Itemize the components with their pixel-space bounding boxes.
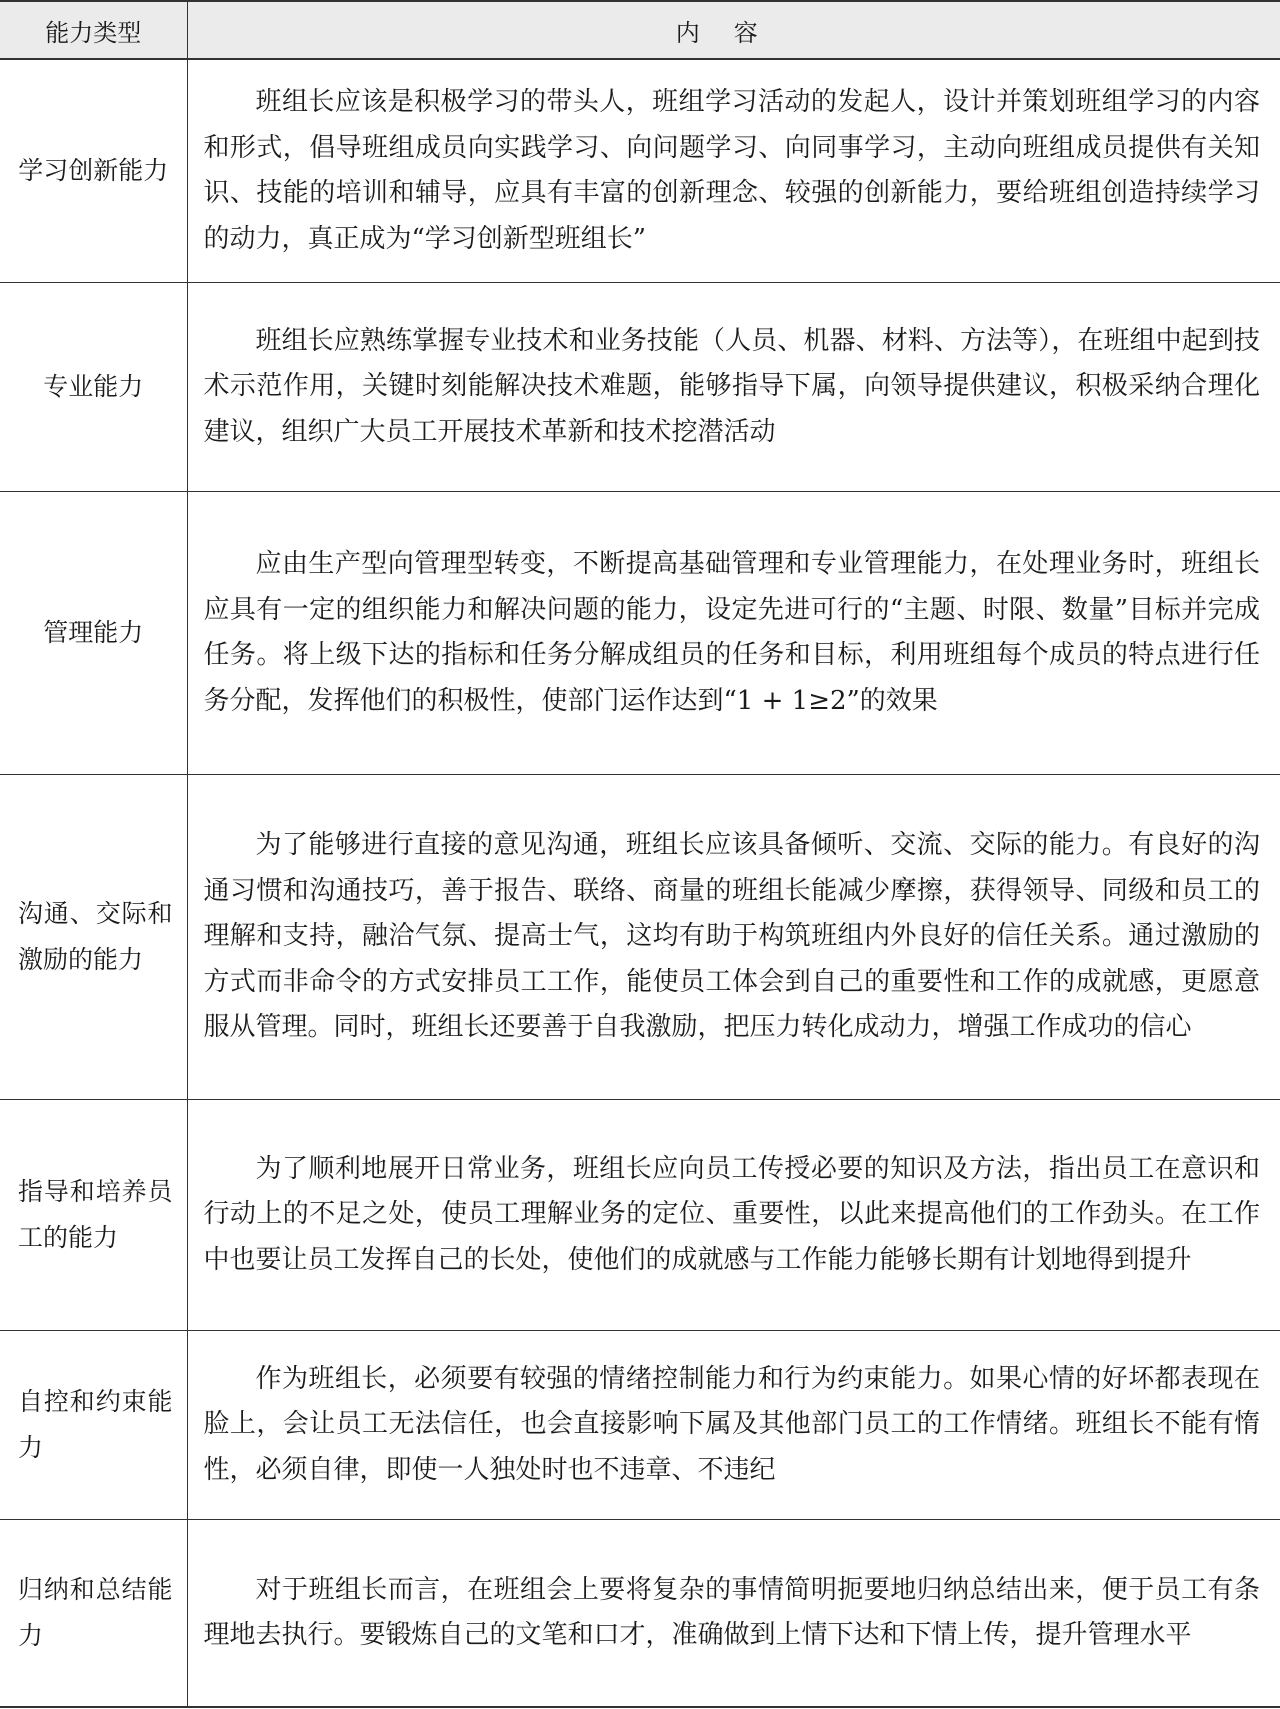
ability-content-text: 为了能够进行直接的意见沟通，班组长应该具备倾听、交流、交际的能力。有良好的沟通习惯和沟通技巧，善于报告、联络、商量的班组长能减少摩擦，获得领导、同级和员工的理解和支持，融洽气氛、提高士气，这均有助于构筑班组内外良好的信任关系。通过激励的方式而非命令的方式安排员工工作，能使员工体会到自己的重要性和工作的成就感，更愿意服从管理。同时，班组长还要善于自我激励，把压力转化成动力，增强工作成功的信心: [203, 830, 1260, 1043]
table-row: [0, 775, 1280, 1100]
ability-content-cell: [187, 283, 1280, 492]
header-content: 内容: [187, 1, 1280, 59]
ability-content-text: 班组长应熟练掌握专业技术和业务技能（人员、机器、材料、方法等），在班组中起到技术示范作用，关键时刻能解决技术难题，能够指导下属，向领导提供建议，积极采纳合理化建议，组织广大员工开展技术革新和技术挖潜活动: [203, 325, 1260, 447]
ability-content-cell: [187, 1520, 1280, 1708]
table-row: [0, 1100, 1280, 1331]
ability-content-cell: [187, 775, 1280, 1100]
ability-content-text: 应由生产型向管理型转变，不断提高基础管理和专业管理能力，在处理业务时，班组长应具有一定的组织能力和解决问题的能力，设定先进可行的“主题、时限、数量”目标并完成任务。将上级下达的指标和任务分解成组员的任务和目标，利用班组每个成员的特点进行任务分配，发挥他们的积极性，使部门运作达到“1 + 1≥2”的效果: [203, 549, 1260, 716]
header-ability-type: 能力类型: [0, 1, 187, 59]
ability-content-cell: [187, 1331, 1280, 1520]
table-body: [0, 59, 1280, 1707]
ability-content-text: 为了顺利地展开日常业务，班组长应向员工传授必要的知识及方法，指出员工在意识和行动上的不足之处，使员工理解业务的定位、重要性，以此来提高他们的工作劲头。在工作中也要让员工发挥自己的长处，使他们的成就感与工作能力能够长期有计划地得到提升: [203, 1153, 1260, 1275]
ability-content-cell: [187, 1100, 1280, 1331]
ability-type-cell: 专业能力: [0, 283, 187, 492]
ability-type-cell: 自控和约束能力: [0, 1331, 187, 1520]
ability-content-cell: [187, 492, 1280, 775]
ability-content-text: 作为班组长，必须要有较强的情绪控制能力和行为约束能力。如果心情的好坏都表现在脸上，会让员工无法信任，也会直接影响下属及其他部门员工的工作情绪。班组长不能有惰性，必须自律，即使一人独处时也不违章、不违纪: [203, 1363, 1260, 1485]
table-row: [0, 59, 1280, 283]
table-row: [0, 492, 1280, 775]
ability-content-text: 对于班组长而言，在班组会上要将复杂的事情简明扼要地归纳总结出来，便于员工有条理地去执行。要锻炼自己的文笔和口才，准确做到上情下达和下情上传，提升管理水平: [203, 1574, 1260, 1650]
ability-type-cell: 归纳和总结能力: [0, 1520, 187, 1708]
table-row: [0, 1331, 1280, 1520]
ability-content-cell: [187, 59, 1280, 283]
ability-type-cell: 学习创新能力: [0, 59, 187, 283]
ability-type-cell: 管理能力: [0, 492, 187, 775]
table-row: [0, 283, 1280, 492]
header-row: [0, 1, 1280, 59]
table-row: [0, 1520, 1280, 1708]
ability-content-text: 班组长应该是积极学习的带头人，班组学习活动的发起人，设计并策划班组学习的内容和形式，倡导班组成员向实践学习、向问题学习、向同事学习，主动向班组成员提供有关知识、技能的培训和辅导，应具有丰富的创新理念、较强的创新能力，要给班组创造持续学习的动力，真正成为“学习创新型班组长”: [203, 87, 1260, 254]
ability-type-cell: 指导和培养员工的能力: [0, 1100, 187, 1331]
ability-type-cell: 沟通、交际和激励的能力: [0, 775, 187, 1100]
table-header: [0, 1, 1280, 59]
